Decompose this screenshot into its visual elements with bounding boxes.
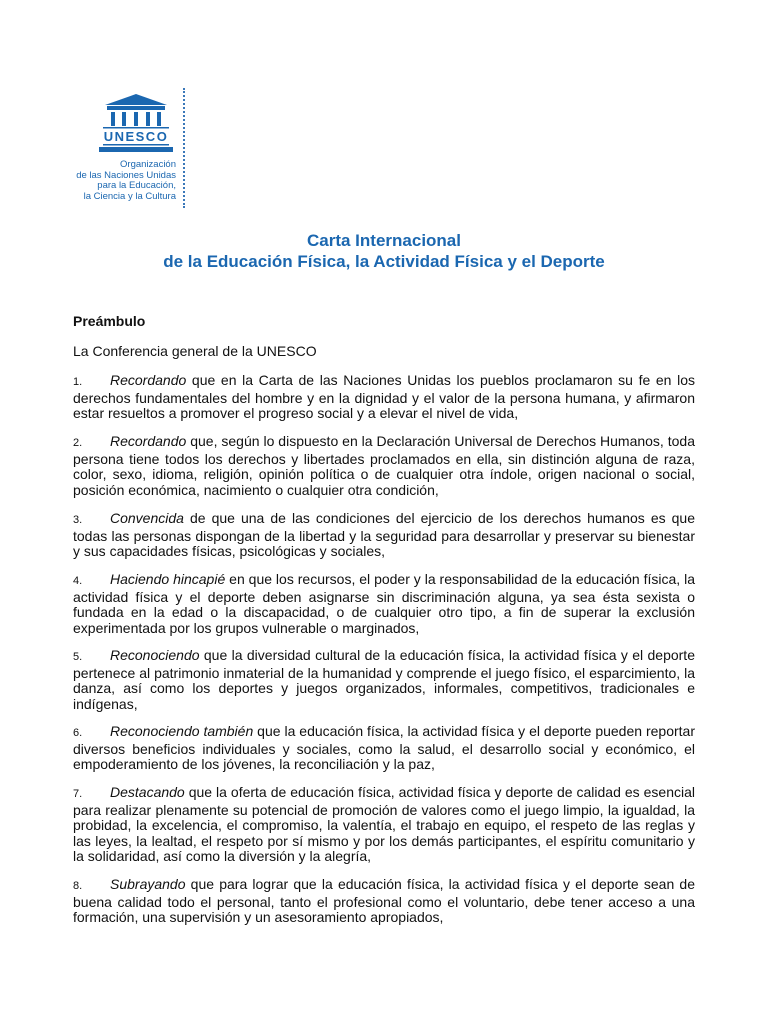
- paragraph-text: en que los recursos, el poder y la responsabilidad de la educación física, la actividad física y el deporte deben asignarse sin discriminación alguna, ya sea ésta sexista o fundada en la edad o la discapacidad, o de cualquier otro tipo, a fin de superar la exclusión experimentada por los grupos vulnerable o marginados,: [73, 571, 695, 636]
- paragraph-text: que la oferta de educación física, actividad física y deporte de calidad es esencial para realizar plenamente su potencial de promoción de valores como el juego limpio, la igualdad, la probidad, la excelencia, el compromiso, la valentía, el trabajo en equipo, el respeto de las reglas y las leyes, la lealtad, el respeto por sí mismo y por los demás participantes, el espíritu comunitario y la solidaridad, así como la diversión y la alegría,: [73, 784, 695, 864]
- paragraph-lead: Destacando: [110, 784, 185, 800]
- org-line: para la Educación,: [97, 180, 176, 192]
- preamble-paragraph-3: [73, 511, 695, 560]
- preamble-paragraph-1: [73, 373, 695, 422]
- preamble-paragraph-5: [73, 648, 695, 712]
- paragraph-number: 8.: [73, 880, 83, 892]
- paragraph-text: que la educación física, la actividad física y el deporte pueden reportar diversos beneficios individuales y sociales, como la salud, el desarrollo social y económico, el empoderamiento de los jóvenes, la reconciliación y la paz,: [73, 723, 695, 772]
- organization-name: [36, 160, 176, 202]
- preamble-paragraph-2: [73, 434, 695, 498]
- paragraph-lead: Recordando: [110, 433, 187, 449]
- dotted-divider: [183, 88, 187, 208]
- paragraph-number: 4.: [73, 575, 83, 587]
- preamble-paragraph-8: [73, 877, 695, 926]
- paragraph-number: 1.: [73, 376, 83, 388]
- unesco-logo: [76, 92, 190, 212]
- org-line: Organización: [120, 159, 176, 170]
- paragraph-lead: Reconociendo: [110, 647, 200, 663]
- paragraph-number: 3.: [73, 514, 83, 526]
- logo-text: UNESCO: [103, 129, 169, 144]
- paragraph-text: que para lograr que la educación física, la actividad física y el deporte sean de buena calidad todo el personal, tanto el profesional como el voluntario, debe tener acceso a una formación, una supervisión y un asesoramiento apropiados,: [73, 876, 695, 925]
- paragraph-lead: Convencida: [110, 510, 184, 526]
- paragraph-text: de que una de las condiciones del ejercicio de los derechos humanos es que todas las personas dispongan de la libertad y la seguridad para desarrollar y preservar su bienestar y sus capacidades físicas, psicológicas y sociales,: [73, 510, 695, 559]
- paragraph-lead: Subrayando: [110, 876, 186, 892]
- document-title-line2: de la Educación Física, la Actividad Física y el Deporte: [163, 252, 605, 271]
- paragraph-text: que la diversidad cultural de la educación física, la actividad física y el deporte pertenece al patrimonio inmaterial de la humanidad y comprende el juego físico, el esparcimiento, la danza, así como los deportes y juegos organizados, informales, competitivos, tradicionales e indígenas,: [73, 647, 695, 712]
- document-title-line1: Carta Internacional: [307, 231, 461, 250]
- paragraph-lead: Recordando: [110, 372, 187, 388]
- paragraph-lead: Haciendo hincapié: [110, 571, 226, 587]
- paragraph-number: 7.: [73, 788, 83, 800]
- preamble-paragraph-4: [73, 572, 695, 636]
- preamble-paragraph-6: [73, 724, 695, 773]
- paragraph-number: 5.: [73, 651, 83, 663]
- paragraph-text: que en la Carta de las Naciones Unidas los pueblos proclamaron su fe en los derechos fundamentales del hombre y en la dignidad y el valor de la persona humana, y afirmaron estar resueltos a promover el progreso social y a elevar el nivel de vida,: [73, 372, 695, 421]
- section-heading: Preámbulo: [73, 313, 146, 329]
- preamble-paragraph-7: [73, 785, 695, 865]
- paragraph-number: 6.: [73, 727, 83, 739]
- paragraph-lead: Reconociendo también: [110, 723, 254, 739]
- unesco-temple-icon: [97, 92, 175, 154]
- org-line: de las Naciones Unidas: [76, 169, 176, 181]
- org-line: la Ciencia y la Cultura: [83, 190, 176, 202]
- paragraph-number: 2.: [73, 437, 83, 449]
- intro-text: La Conferencia general de la UNESCO: [73, 343, 317, 359]
- paragraph-text: que, según lo dispuesto en la Declaración Universal de Derechos Humanos, toda persona tiene todos los derechos y libertades proclamados en ella, sin distinción alguna de raza, color, sexo, idioma, religión, opinión política o de cualquier otra índole, origen nacional o social, posición económica, nacimiento o cualquier otra condición,: [73, 433, 695, 498]
